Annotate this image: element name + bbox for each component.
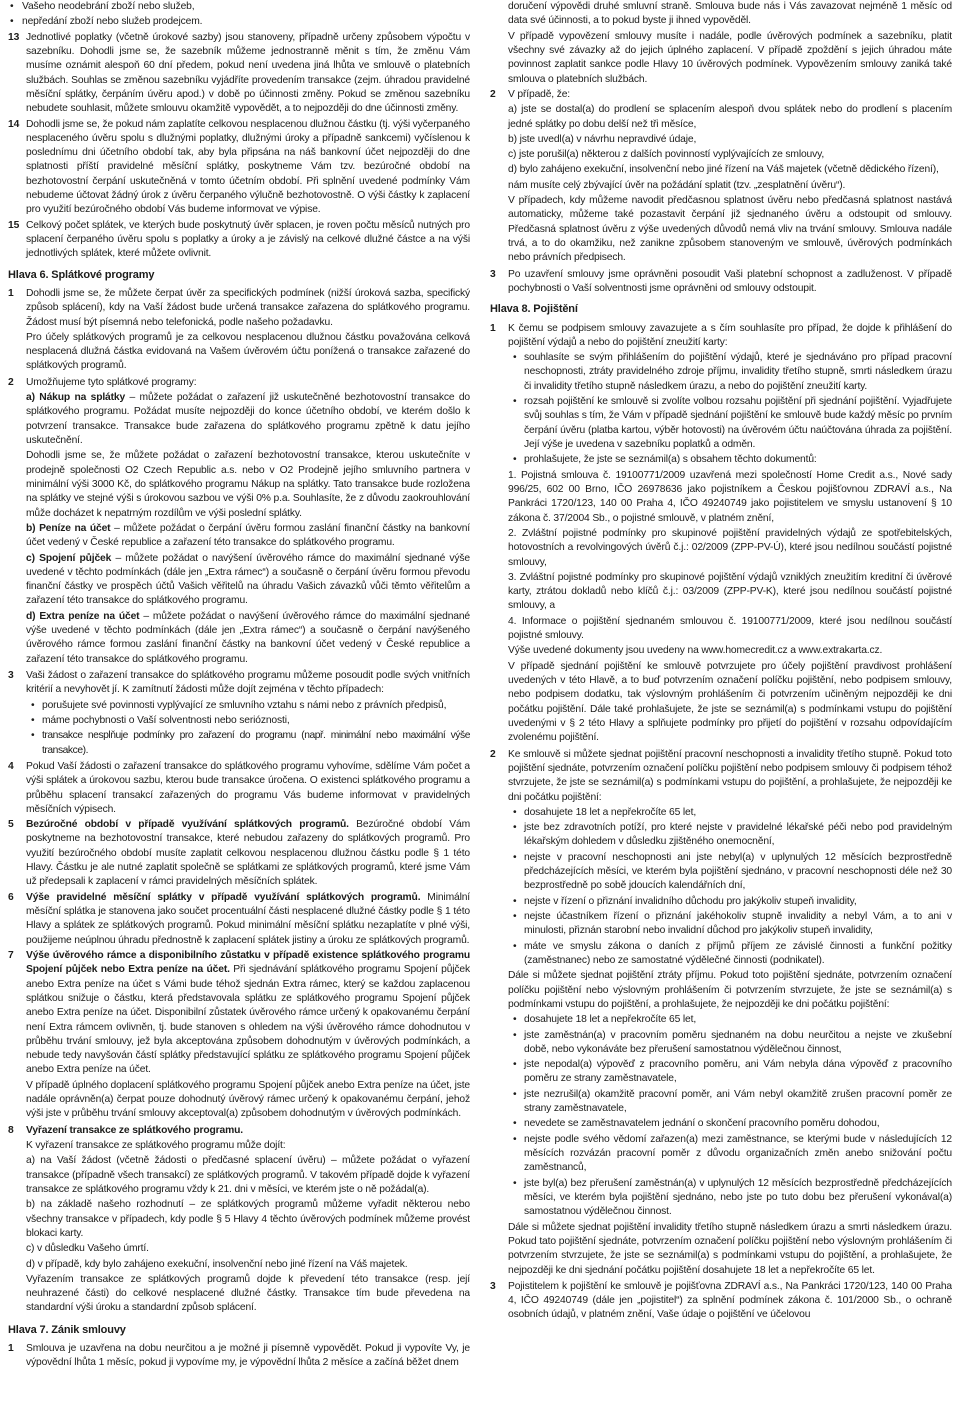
clause-6-7 [8,949,470,1123]
clause-number: 3 [490,268,496,280]
clause-text: V případě, že: [508,88,571,100]
clause-text: Celkový počet splátek, ve kterých bude poskytnutý úvěr splacen, je roven počtu měsíců nutných pro splacení čerpaného úvěru spolu s poplatky a úroky a je závislý na celkové dlužné částce a na výši jednotlivých splátek, které můžete ovlivnit. [26,219,470,260]
clause-7-2 [490,88,952,267]
list-item: • nepředání zboží nebo služeb prodejcem. [8,15,470,29]
list-item: • transakce nesplňuje podmínky pro zařazení do programu (např. minimální nebo maximální výše transakce). [26,729,470,758]
program-b [26,522,470,551]
list-item: • nevedete se zaměstnavatelem jednání o skončení pracovního poměru dohodou, [508,1117,952,1131]
clause-text: Vaši žádost o zařazení transakce do splátkového programu můžeme posoudit podle svých vnitřních kritérií a nevyhovět jí. K zamítnutí žádosti může dojít zejména v těchto případech: [26,670,470,696]
list-item: • jste nezrušil(a) okamžitě pracovní poměr, ani Vám nebyl okamžitě zrušen pracovní poměr ze strany zaměstnavatele, [508,1088,952,1117]
list-item: • souhlasíte se svým přihlášením do pojištění výdajů, které je sjednáváno pro případ pracovní neschopnosti, ztráty pravidelného zdroje příjmu, invalidity třetího stupně, smrti následkem úrazu či invalidity třetího stupně následkem úrazu, a nebo do pojištění zneužití karty. [508,351,952,394]
clause-text: Smlouva je uzavřena na dobu neurčitou a je možné ji písemně vypovědět. Pokud ji vypovíte Vy, je výpovědní lhůta 1 měsíc, pokud ji vypovíme my, je výpovědní lhůta 2 měsíce a začíná běžet dnem [26,1343,470,1369]
clause-number: 14 [8,118,20,130]
clause-6-4 [8,760,470,817]
clause-number: 3 [490,1280,496,1292]
clause-7-1 [8,1342,470,1371]
clause-text: Pro účely splátkových programů je za celkovou nesplacenou dlužnou částku považována celková nesplacená dlužná částka evidovaná na Vašem úvěrovém účtu ponížená o transakce zařazené do splátkových programů. [26,331,470,372]
right-column [490,0,952,1415]
list-item: • nejste v pracovní neschopnosti ani jste nebyl(a) v uplynulých 12 měsících bezprostředně předcházejících měsíci, ve kterém byla pojištění sjednáno, v pracovní neschopnosti déle než 30 bezprostředně po sobě jdoucích kalendářních dní, [508,851,952,894]
list-item: • porušujete své povinnosti vyplývající ze smluvního vztahu s námi nebo z právních předpisů, [26,699,470,713]
clause-text: nám musíte celý zbývající úvěr na požádání splatit (tzv. „zesplatnění úvěru“). [508,179,846,191]
program-a [26,391,470,448]
clause-number: 15 [8,219,20,231]
clause-text: Pokud Vaší žádosti o zařazení transakce do splátkového programu vyhovíme, sdělíme Vám počet a výši splátek a úrokovou sazbu, kterou bude transakce úročena. O existenci splátkového programu a průběhu splacení transakcí zařazených do programu Vás budeme informovat v pravidelných měsíčních výpisech. [26,760,470,815]
clause-14 [8,118,470,218]
clause-number: 5 [8,819,14,831]
clause-8-2 [490,748,952,1279]
list-item: 4. Informace o pojištění sjednaném smlouvou č. 19100771/2009, které jsou nedílnou součástí pojistné smlouvy. [508,615,952,642]
clause-text: V případech, kdy můžeme navodit předčasnou splatnost úvěru nebo předčasná splatnost nastává automaticky, můžeme také pozastavit čerpání již sjednaného úvěru a odstoupit od smlouvy. Předčasná splatnost úvěru z výše uvedených důvodů nemá vliv na trvání smlouvy. Smlouva nadále trvá, a to do okamžiku, než zanikne způsobem stanoveným ve smlouvě, úvěrových podmínkách nebo právních předpisech. [508,195,952,264]
clause-6-5 [8,818,470,890]
list-item: • jste byl(a) bez přerušení zaměstnán(a) v uplynulých 12 měsících bezprostředně předcházejících měsíci, ve kterém byla pojištění sjednáno, nebo jste po tuto dobu bez přerušení vykonával(a) samostatnou výdělečnou činnost. [508,1177,952,1220]
section-heading-7: Hlava 7. Zánik smlouvy [8,1323,126,1336]
list-item: • máme pochybnosti o Vaší solventnosti nebo serióznosti, [26,714,470,728]
clause-label: Bezúročné období v případě využívání splátkových programů. [26,819,349,831]
clause-label: Výše úvěrového rámce a disponibilního zůstatku v případě existence splátkového programu Spojení půjček nebo Extra peníze na účet. [26,949,470,976]
list-item: • Vašeho neodebrání zboží nebo služeb, [8,0,470,14]
clause-number: 1 [8,287,14,299]
list-item: 1. Pojistná smlouva č. 19100771/2009 uzavřená mezi společností Home Credit a.s., Nové sady 996/25, 602 00 Brno, IČO 26978636 jako pojistníkem a Českou pojišťovnou ZDRAVÍ a.s., Na Pankráci 1720/123, 140 00 Praha 4, IČO 49240749 jako pojistitelem ve smyslu ustanovení § 10 zákona č. 37/2004 Sb., o pojistné smlouvě, v platném znění, [508,469,952,524]
program-label: d) Extra peníze na účet [26,610,140,622]
clause-number: 3 [8,670,14,682]
clause-text: Dohodli jsme se, že můžete čerpat úvěr za specifických podmínek (nižší úroková sazba, specifický způsob splácení), kdy na Vaší žádost bude určená transakce zařazena do splátkového programu. Žádost musí být písemná nebo telefonická, podle našeho požadavku. [26,287,470,328]
clause-text: Dále si můžete sjednat pojištění invalidity třetího stupně následkem úrazu a smrti následkem úrazu. Pokud tato pojištění sjednáte, potvrzením označení políčku pojištění nebo výslovným prohlášením či potvrzením stvrzujete, že jste se seznámil(a) s podmínkami vstupu do pojištění, a prohlašujete, že nejpozději ke dni sjednání počátku pojištění dosahujete 18 let a nepřekročíte 65 let. [508,1221,952,1276]
left-column [8,0,470,1415]
list-item: • prohlašujete, že jste se seznámil(a) s obsahem těchto dokumentů: [508,453,952,467]
clause-label: Výše pravidelné měsíční splátky v případě využívání splátkových programů. [26,891,421,903]
clause-number: 7 [8,949,14,961]
clause-text: Jednotlivé poplatky (včetně úrokové sazby) jsou stanoveny, případně určeny způsobem výpočtu v sazebníku. Dohodli jsme se, že sazebník můžeme jednostranně měnit s tím, že změnu Vám musíme oznámit alespoň 60 dní předem, pokud není uvedena jiná lhůta ve smlouvě o platebních službách. Souhlas se změnou sazebníku vyjádříte provedením transakce (zejm. úhradou pravidelné měsíční splátky, čerpáním úvěru apod.) v době po účinnosti změny. Pokud se změnou sazebníku nebudete souhlasit, můžete smlouvu okamžitě vypovědět, a to nejpozději do dne účinnosti změny. [26,31,470,115]
clause-text: Po uzavření smlouvy jsme oprávněni posoudit Vaši platební schopnost a zadluženost. V případě pochybnosti o Vaší solventnosti jsme oprávněni od smlouvy odstoupit. [508,268,952,294]
program-text: – můžete požádat o zařazení již uskutečněné bezhotovostní transakce do splátkového programu. Požádat musíte nejpozději do konce účetního období, ve kterém došlo k potvrzení transakce. Transakce bude zařazena do splátkového programu zpětně k datu jejího uskutečnění. [26,392,470,447]
program-c [26,552,470,609]
list-item: c) jste porušil(a) některou z dalších povinností vyplývajících ze smlouvy, [508,149,825,161]
program-text: – můžete požádat o navýšení úvěrového rámce do maximální sjednané výše uvedené v těchto podmínkách (dále jen „Extra rámec“) a současně o čerpání úvěru formou převodu finanční částky ve prospěch účtů Vašich věřitelů na úhradu Vašich závazků vůči těmto věřitelům a zařazení této transakce do splátkového programu. [26,552,470,607]
clause-number: 13 [8,31,20,43]
clause-6-3 [8,669,470,759]
clause-text: doručení výpovědi druhé smluvní straně. Smlouva bude nás i Vás zavazovat nejméně 1 měsíc od data své účinnosti, a to pokud byste ji ihned vypověděl. [508,1,952,27]
list-item: • nejste podle svého vědomí zařazen(a) mezi zaměstnance, se kterými bude v následujících 12 měsících rozvázán pracovní poměr z důvodu organizačních změn anebo snižování počtu zaměstnanců, [508,1133,952,1176]
clause-number: 1 [8,1343,14,1355]
list-item: • dosahujete 18 let a nepřekročíte 65 let, [508,1013,952,1027]
clause-text: Vyřazením transakce ze splátkových programů dojde k převedení této transakce (resp. její neuhrazené části) do celkové nesplacené dlužné částky. Transakce tím bude převedena na standardní výši úroku a standardní způsob splácení. [26,1273,470,1314]
clause-number: 2 [490,748,496,760]
list-item: b) na základě našeho rozhodnutí – ze splátkových programů můžeme vyřadit některou nebo všechny transakce v případech, kdy podle § 5 Hlavy 4 těchto úvěrových podmínek můžeme provést blokaci karty. [26,1199,470,1239]
clause-8-3 [490,1280,952,1323]
list-item: a) na Vaší žádost (včetně žádosti o předčasné splacení úvěru) – můžete požádat o vyřazení transakce (případně všech transakcí) ze splátkových programů. V takovém případě dojde k vyřazení transakce ze splátkového programu vždy k 21. dni v měsíci, ve kterém jste o ně požádal(a). [26,1155,470,1195]
list-item: • jste nepodal(a) výpověď z pracovního poměru, ani Vám nebyla dána výpověď z pracovního poměru ze strany zaměstnavatele, [508,1058,952,1087]
clause-text: Dohodli jsme se, že pokud nám zaplatíte celkovou nesplacenou dlužnou částku (tj. výši vyčerpaného nesplaceného úvěru spolu s dlužnými poplatky, dlužnými úroky a případně sankcemi) vyčíslenou k poslednímu dni účetního období tak, aby byla připsána na náš bankovní účet nejpozději do dne splatnosti příští pravidelné měsíční splátky, poskytneme Vám tzv. bezúročné období na bezhotovostní čerpání uskutečněná v tomto účetním období. Při splnění uvedené podmínky Vám nebudeme účtovat žádný úrok z úvěru čerpaného výlučně bezhotovostně. O výši částky k zaplacení pro využití bezúročného období Vás budeme informovat ve výpise. [26,118,470,216]
clause-text: V případě úplného doplacení splátkového programu Spojení půjček anebo Extra peníze na účet, jste nadále oprávněn(a) čerpat pouze dohodnutý úvěrový rámec určený k opakovanému čerpání, jehož výši jste v průběhu trvání smlouvy akceptoval(a) způsobem dohodnutým v úvěrových podmínkách. [26,1079,470,1120]
clause-text: V případě sjednání pojištění ke smlouvě potvrzujete pro účely pojištění pravdivost prohlášení uvedených v této Hlavě, a to buď potvrzením označení políčku pojištění, nebo podpisem smlouvy, nebo podpisem dodatku, tak výslovným prohlášením či potvrzením učiněným nejpozději ke dni počátku pojištění. Dále také prohlašujete, že jste se seznámil(a) s podmínkami vstupu do pojištění uvedenými v § 2 této Hlavy a splňujete podmínky pro přijetí do pojištění v rozsahu odpovídajícím zvolenému pojištění. [508,660,952,744]
list-item: a) jste se dostal(a) do prodlení se splacením alespoň dvou splátek nebo do prodlení s placením jedné splátky po dobu delší než tři měsíce, [508,104,952,130]
program-text: – můžete požádat o čerpání úvěru formou zaslání finanční částky na bankovní účet vedený v České republice a zařazení této transakce do splátkového programu. [26,522,470,549]
section-heading-6: Hlava 6. Splátkové programy [8,268,155,281]
list-item: • jste zaměstnán(a) v pracovním poměru sjednaném na dobu neurčitou a nejste ve zkušební době, nebo vykonáváte bez přerušení samostatnou výdělečnou činnost, [508,1029,952,1058]
list-item: • rozsah pojištění ke smlouvě si zvolíte volbou rozsahu pojištění při sjednání pojištění. Vyjadřujete svůj souhlas s tím, že Vám v případě sjednání pojištění ke smlouvě bude každý měsíc po prvním čerpání úvěru (platba kartou, výběr hotovosti) na úvěrovém účtu naúčtována úhrada za pojištění. Její výše je uvedena v sazebníku poplatků a odměn. [508,395,952,452]
clause-number: 8 [8,1124,14,1136]
clause-text: K vyřazení transakce ze splátkového programu může dojít: [26,1140,286,1152]
clause-text: Výše uvedené dokumenty jsou uvedeny na www.homecredit.cz a www.extrakarta.cz. [508,645,883,657]
clause-6-8 [8,1124,470,1317]
list-item: • nejste v řízení o přiznání invalidního důchodu pro jakýkoliv stupeň invalidity, [508,895,952,909]
clause-text: Ke smlouvě si můžete sjednat pojištění pracovní neschopnosti a invalidity třetího stupně. Pokud toto pojištění sjednáte, potvrzením označení políčku pojištění nebo podpisem smlouvy či podpisem téhož stvrzujete, že jste se seznámil(a) s podmínkami vstupu do pojištění, a prohlašujete, že nejpozději ke dni počátku pojištění: [508,748,952,803]
list-item: • dosahujete 18 let a nepřekročíte 65 let, [508,806,952,820]
clause-text: K čemu se podpisem smlouvy zavazujete a s čím souhlasíte pro případ, že dojde k přihlášení do pojištění výdajů a nebo do pojištění zneužití karty: [508,322,952,348]
list-item: • nejste účastníkem řízení o přiznání jakéhokoliv stupně invalidity a nebyl Vám, a to ani v minulosti, přiznán starobní nebo invalidní důchod pro jakýkoliv stupeň invalidity, [508,910,952,939]
clause-7-3 [490,268,952,297]
clause-number: 6 [8,891,14,903]
clause-text: Pojistitelem k pojištění ke smlouvě je pojišťovna ZDRAVÍ a.s., Na Pankráci 1720/123, 140 00 Praha 4, IČO 49240749 (dále jen „pojistitel“) za splnění podmínek zákona č. 101/2000 Sb., o ochraně osobních údajů, v platném znění, Vaše údaje o pojištění ve účelovou [508,1280,952,1321]
clause-text: Dále si můžete sjednat pojištění ztráty příjmu. Pokud toto pojištění sjednáte, potvrzením označení políčku pojištění nebo výslovným prohlášením či potvrzením stvrzujete, že jste se seznámil(a) s podmínkami vstupu do pojištění, a prohlašujete, že nejpozději ke dni počátku pojištění: [508,970,952,1010]
list-item: d) bylo zahájeno exekuční, insolvenční nebo jiné řízení na Váš majetek (včetně dědického řízení), [508,164,939,176]
program-label: a) Nákup na splátky [26,392,126,404]
list-item: 3. Zvláštní pojistné podmínky pro skupinové pojištění výdajů vzniklých zneužitím kreditní či úvěrové karty, ztrátou dokladů nebo klíčů č.j.: 03/2009 (ZPP-PV-K), které jsou nedílnou součástí pojistné smlouvy, a [508,571,952,612]
program-d [26,610,470,667]
clause-8-1 [490,322,952,747]
list-item: 2. Zvláštní pojistné podmínky pro skupinové pojištění pravidelných výdajů ze spotřebitelských, hotovostních a revolvingových úvěrů č.j.: 02/2009 (ZPP-PV-Ú), které jsou nedílnou součástí pojistné smlouvy, [508,527,952,568]
clause-text: V případě vypovězení smlouvy musíte i nadále, podle úvěrových podmínek a sazebníku, platit všechny své závazky až do jejich úplného zaplacení. V případě zpoždění s jejich úhradou máte povinnost zaplatit sankce podle Hlavy 10 úvěrových podmínek. Vypovězením smlouvy zaniká také smlouva o platebních službách. [508,30,952,85]
program-label: b) Peníze na účet [26,522,111,534]
clause-number: 2 [8,376,14,388]
clause-number: 4 [8,760,14,772]
section-heading-8: Hlava 8. Pojištění [490,303,578,316]
list-item: d) v případě, kdy bylo zahájeno exekuční, insolvenční nebo jiné řízení na Váš majetek. [26,1258,408,1270]
list-item: • jste bez zdravotních potíží, pro které nejste v pravidelné lékařské péči nebo pod pravidelným lékařským dohledem v důsledku zjištěného onemocnění, [508,821,952,850]
list-item: • máte ve smyslu zákona o daních z příjmů příjem ze závislé činnosti a funkční požitky (zaměstnanec) nebo ze samostatné výdělečné činnosti (podnikatel). [508,940,952,969]
clause-number: 1 [490,322,496,334]
clause-text: Umožňujeme tyto splátkové programy: [26,376,197,388]
list-item: c) v důsledku Vašeho úmrtí. [26,1243,149,1255]
clause-text: Při sjednávání splátkového programu Spojení půjček anebo Extra peníze na účet s Vámi bude téhož sjednán Extra rámec, který se každou zaplacenou splátkou snižuje o částku, která představovala splátku ze splátkového programu Spojení půjček anebo Extra peníze na účet. Disponibilní zůstatek úvěrového rámce určený k opakovanému čerpání není Extra rámcem ovlivněn, tj. bude stanoven s ohledem na výši úvěrového rámce dohodnutou v průběhu trvání smlouvy, jež byla akceptována způsobem dohodnutým v úvěrových podmínkách, a nebude tedy navyšován částí splátky představující splátku ze splátkového programu Spojení půjček anebo Extra peníze na účet. [26,964,470,1076]
clause-6-2 [8,376,470,668]
clause-label: Vyřazení transakce ze splátkového programu. [26,1124,243,1136]
clause-15 [8,219,470,262]
clause-text: Bezúročné období Vám poskytneme na bezhotovostní transakce, které nebudou zařazeny do splátkových programů. Pro využití bezúročného období musíte zaplatit celkovou nesplacenou dlužnou částku podle § 1 této Hlavy. Částku je ale nutné zaplatit společně se splátkami ze splátkových programů, které jsme Vám už předepsali k zaplacení v rámci pravidelných měsíčních splátek. [26,819,470,888]
clause-6-6 [8,891,470,948]
program-label: c) Spojení půjček [26,552,112,564]
clause-13 [8,31,470,117]
clause-text: Dohodli jsme se, že můžete požádat o zařazení bezhotovostní transakce, kterou uskutečníte v prodejně společnosti O2 Czech Republic a.s. nebo v O2 Prodejně jejího smluvního partnera v minimální výši 3000 Kč, do splátkového programu Nákup na splátky. Tato transakce bude rozložena na splátky ve stejné výši s úrokovou sazbou ve výši 0% p.a. Souhlasíte, že z důvodu zaokrouhlování může docházet k nepatrným rozdílům ve výši poslední splátky. [26,450,470,519]
program-text: – můžete požádat o navýšení úvěrového rámce do maximální sjednané výše uvedené v těchto podmínkách (dále jen „Extra rámec“) a současně o čerpání navýšeného úvěrového rámce formou zaslání finanční částky na bankovní účet vedený v České republice a zařazení této transakce do splátkového programu. [26,610,470,665]
clause-text: Minimální měsíční splátka je stanovena jako součet procentuální části nesplacené dlužné částky podle § 1 této Hlavy a splátek ze splátkových programů. Pokud minimální měsíční splátku nezaplatíte v plné výši, použijeme neúplnou úhradu přednostně k zaplacení splátek jistiny a úroku ze splátkových programů. [26,891,470,946]
clause-6-1 [8,287,470,375]
list-item: b) jste uvedl(a) v návrhu nepravdivé údaje, [508,133,697,145]
clause-number: 2 [490,88,496,100]
